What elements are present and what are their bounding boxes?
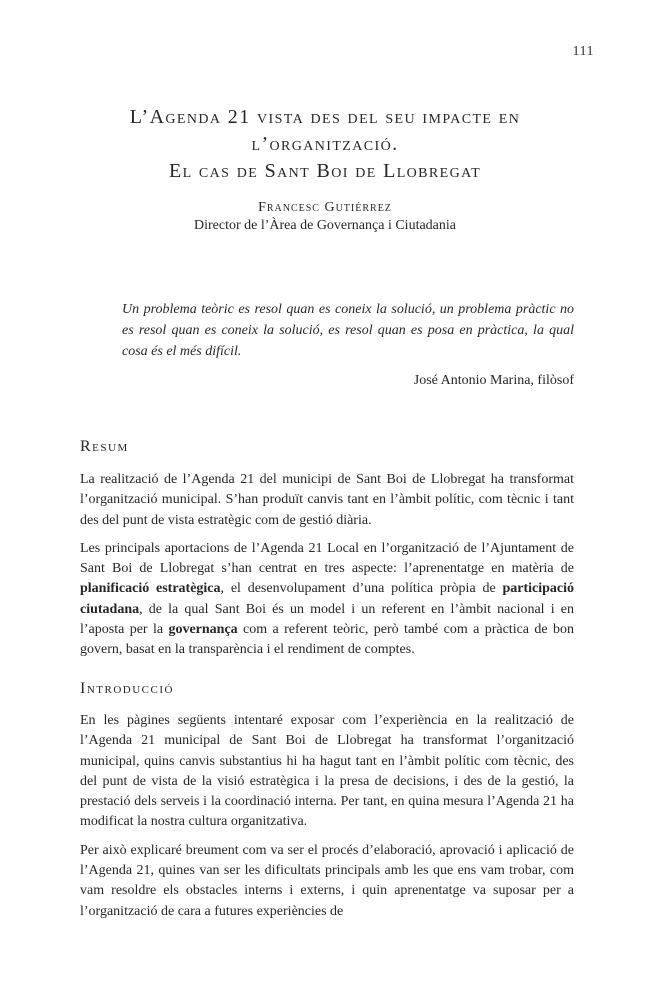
title-line-3: El cas de Sant Boi de Llobregat [168, 160, 482, 182]
title-line-1: L’Agenda 21 vista des del seu impacte en [129, 106, 521, 128]
section-heading-introduccio: Introducció [80, 680, 174, 697]
epigraph-source: José Antonio Marina, filòsof [413, 373, 574, 388]
article-title [60, 104, 590, 185]
section-heading-resum: Resum [80, 438, 129, 455]
resum-p2-text-1: Les principals aportacions de l’Agenda 21 Local en l’organització de l’Ajuntament de Sant Boi de Llobregat s’han centrat en tres aspecte: l’aprenentatge en matèria de [80, 540, 574, 577]
resum-p2-text-3: , de la qual Sant Boi és un model i un referent en l’àmbit nacional i en l’aposta per la [80, 601, 574, 638]
resum-body [80, 470, 574, 669]
bold-governanca: governança [168, 622, 238, 638]
resum-p2-text-4: com a referent teòric, però també com a pràctica de bon govern, basat en la transparència i el rendiment de comptes. [80, 622, 574, 658]
bold-participacio: participació ciutadana [80, 581, 574, 617]
bold-planificacio: planificació estratègica [80, 581, 221, 597]
author-name: Francesc Gutiérrez [258, 200, 392, 215]
epigraph [122, 299, 574, 391]
page-number: 111 [572, 44, 594, 59]
resum-paragraph-2 [80, 539, 574, 661]
author-role: Director de l’Àrea de Governança i Ciutadania [194, 218, 456, 233]
introduccio-paragraph-1: En les pàgines següents intentaré exposar com l’experiència en la realització de l’Agenda 21 municipal de Sant Boi de Llobregat ha transformat l’organització municipal, quins canvis substantius hi ha hagut tant en l’àmbit polític com tècnic, des del punt de vista de la visió estratègica i la presa de decisions, i des de la gestió, la prestació dels serveis i la coordinació interna. Per tant, en quina mesura l’Agenda 21 ha modificat la nostra cultura organitzativa. [80, 713, 574, 830]
resum-paragraph-1: La realització de l’Agenda 21 del municipi de Sant Boi de Llobregat ha transformat l’organització municipal. S’han produït canvis tant en l’àmbit polític, com tècnic i tant des del punt de vista estratègic com de gestió diària. [80, 472, 574, 528]
resum-p2-text-2: , el desenvolupament d’una política pròpia de [220, 581, 503, 597]
introduccio-body [80, 711, 574, 930]
title-line-2: l’organització. [251, 133, 399, 155]
author-block [60, 199, 590, 235]
introduccio-paragraph-2: Per això explicaré breument com va ser el procés d’elaboració, aprovació i aplicació de l’Agenda 21, quines van ser les dificultats principals amb les que ens vam trobar, com vam resoldre els obstacles interns i externs, i quin aprenentatge va suposar per a l’organització de cara a futures experiències de [80, 842, 574, 919]
epigraph-quote: Un problema teòric es resol quan es coneix la solució, un problema pràctic no es resol quan es coneix la solució, es resol quan es posa en pràctica, la qual cosa és el més difícil. [122, 302, 574, 359]
